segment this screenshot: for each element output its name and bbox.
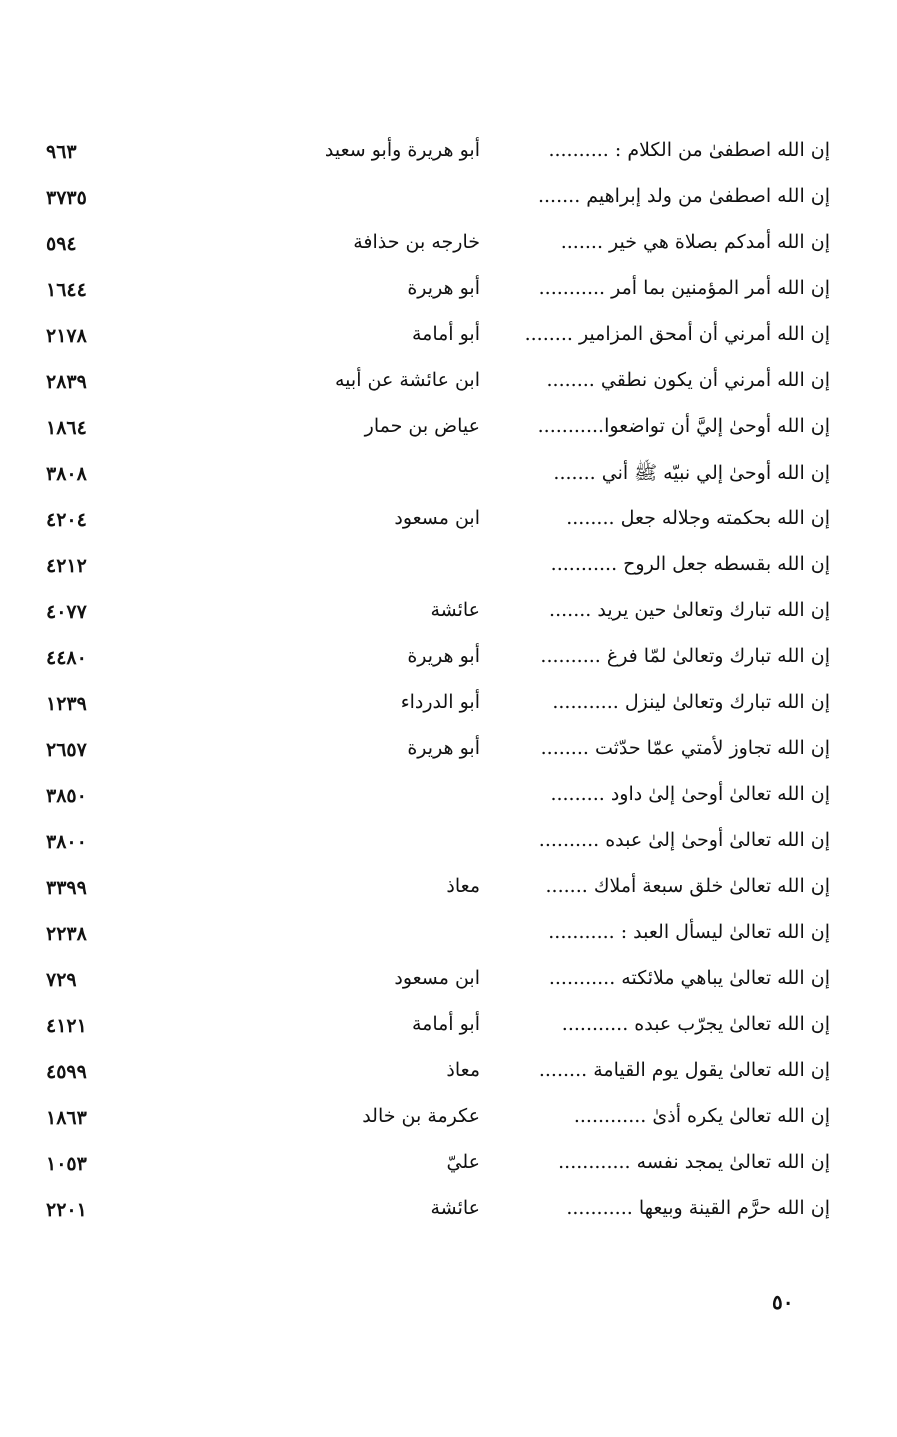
narrator-name: عائشة xyxy=(430,1197,480,1219)
index-row xyxy=(40,1191,830,1237)
hadith-number: ٤٥٩٩ xyxy=(46,1061,87,1083)
narrator-name: عليّ xyxy=(446,1151,480,1173)
hadith-number: ١٠٥٣ xyxy=(46,1153,87,1175)
hadith-opening-text: إن الله تجاوز لأمتي عمّا حدّثت ........ xyxy=(540,737,830,759)
hadith-opening-text: إن الله بحكمته وجلاله جعل ........ xyxy=(566,507,830,529)
index-row xyxy=(40,685,830,731)
index-row xyxy=(40,915,830,961)
narrator-name: أبو هريرة xyxy=(407,645,480,667)
narrator-name: أبو هريرة وأبو سعيد xyxy=(324,139,480,161)
hadith-number: ٩٦٣ xyxy=(46,141,77,163)
narrator-name: خارجه بن حذافة xyxy=(353,231,480,253)
narrator-name: أبو الدرداء xyxy=(400,691,480,713)
hadith-opening-text: إن الله أوحىٰ إلي نبيّه ﷺ أني ....... xyxy=(553,462,830,484)
index-row xyxy=(40,593,830,639)
hadith-number: ٣٨٥٠ xyxy=(46,785,87,807)
hadith-opening-text: إن الله اصطفىٰ من ولد إبراهيم ....... xyxy=(537,185,830,207)
index-row xyxy=(40,731,830,777)
hadith-number: ٤٢٠٤ xyxy=(46,509,87,531)
hadith-number: ٧٢٩ xyxy=(46,969,77,991)
index-row xyxy=(40,133,830,179)
hadith-opening-text: إن الله أوحىٰ إليَّ أن تواضعوا........... xyxy=(537,415,830,437)
hadith-number: ١٨٦٤ xyxy=(46,417,87,439)
index-row xyxy=(40,409,830,455)
page-number: ٥٠ xyxy=(772,1290,794,1314)
index-row xyxy=(40,501,830,547)
hadith-index-list xyxy=(40,133,830,1237)
hadith-opening-text: إن الله بقسطه جعل الروح ........... xyxy=(550,553,830,575)
narrator-name: عياض بن حمار xyxy=(364,415,480,437)
hadith-number: ٤٤٨٠ xyxy=(46,647,87,669)
hadith-number: ٢٨٣٩ xyxy=(46,371,87,393)
hadith-number: ٢٦٥٧ xyxy=(46,739,87,761)
index-row xyxy=(40,1007,830,1053)
hadith-opening-text: إن الله أمرني أن يكون نطقي ........ xyxy=(546,369,830,391)
hadith-number: ٢٢٣٨ xyxy=(46,923,87,945)
narrator-name: ابن مسعود xyxy=(394,967,480,989)
index-row xyxy=(40,317,830,363)
narrator-name: عائشة xyxy=(430,599,480,621)
hadith-opening-text: إن الله تعالىٰ يمجد نفسه ............ xyxy=(558,1151,830,1173)
hadith-opening-text: إن الله تعالىٰ يباهي ملائكته ........... xyxy=(548,967,830,989)
index-row xyxy=(40,547,830,593)
hadith-number: ١٢٣٩ xyxy=(46,693,87,715)
narrator-name: معاذ xyxy=(446,1059,480,1081)
hadith-opening-text: إن الله حرَّم القينة وبيعها ........... xyxy=(566,1197,830,1219)
index-row xyxy=(40,777,830,823)
index-row xyxy=(40,823,830,869)
hadith-number: ٣٨٠٨ xyxy=(46,463,87,485)
hadith-number: ٥٩٤ xyxy=(46,233,77,255)
narrator-name: أبو هريرة xyxy=(407,737,480,759)
narrator-name: ابن عائشة عن أبيه xyxy=(335,369,480,391)
hadith-opening-text: إن الله تبارك وتعالىٰ لينزل ........... xyxy=(552,691,830,713)
index-row xyxy=(40,1145,830,1191)
hadith-number: ٣٧٣٥ xyxy=(46,187,87,209)
index-row xyxy=(40,1053,830,1099)
index-row xyxy=(40,1099,830,1145)
index-row xyxy=(40,455,830,501)
hadith-opening-text: إن الله تعالىٰ خلق سبعة أملاك ....... xyxy=(545,875,830,897)
index-row xyxy=(40,961,830,1007)
hadith-opening-text: إن الله تعالىٰ يكره أذىٰ ............ xyxy=(573,1105,830,1127)
hadith-number: ٢١٧٨ xyxy=(46,325,87,347)
hadith-number: ١٨٦٣ xyxy=(46,1107,87,1129)
hadith-opening-text: إن الله تعالىٰ ليسأل العبد : ........... xyxy=(548,921,830,943)
index-row xyxy=(40,225,830,271)
hadith-opening-text: إن الله تعالىٰ يقول يوم القيامة ........ xyxy=(538,1059,830,1081)
narrator-name: أبو أمامة xyxy=(411,1013,480,1035)
index-row xyxy=(40,179,830,225)
hadith-opening-text: إن الله تعالىٰ يجرّب عبده ........... xyxy=(561,1013,830,1035)
narrator-name: أبو أمامة xyxy=(411,323,480,345)
hadith-opening-text: إن الله أمر المؤمنين بما أمر ........... xyxy=(538,277,830,299)
hadith-number: ٣٣٩٩ xyxy=(46,877,87,899)
hadith-opening-text: إن الله تعالىٰ أوحىٰ إلىٰ داود ......... xyxy=(550,783,830,805)
hadith-opening-text: إن الله اصطفىٰ من الكلام : .......... xyxy=(548,139,830,161)
hadith-number: ٤٠٧٧ xyxy=(46,601,87,623)
hadith-opening-text: إن الله تبارك وتعالىٰ لمّا فرغ .......... xyxy=(540,645,830,667)
narrator-name: ابن مسعود xyxy=(394,507,480,529)
index-row xyxy=(40,639,830,685)
hadith-opening-text: إن الله تعالىٰ أوحىٰ إلىٰ عبده .......... xyxy=(538,829,830,851)
hadith-number: ١٦٤٤ xyxy=(46,279,87,301)
narrator-name: معاذ xyxy=(446,875,480,897)
hadith-number: ٤١٢١ xyxy=(46,1015,87,1037)
hadith-opening-text: إن الله أمدكم بصلاة هي خير ....... xyxy=(560,231,830,253)
index-row xyxy=(40,363,830,409)
index-row xyxy=(40,869,830,915)
narrator-name: أبو هريرة xyxy=(407,277,480,299)
hadith-opening-text: إن الله أمرني أن أمحق المزامير ........ xyxy=(524,323,830,345)
narrator-name: عكرمة بن خالد xyxy=(362,1105,480,1127)
hadith-number: ٤٢١٢ xyxy=(46,555,87,577)
hadith-opening-text: إن الله تبارك وتعالىٰ حين يريد ....... xyxy=(549,599,830,621)
hadith-number: ٢٢٠١ xyxy=(46,1199,87,1221)
index-row xyxy=(40,271,830,317)
hadith-number: ٣٨٠٠ xyxy=(46,831,87,853)
